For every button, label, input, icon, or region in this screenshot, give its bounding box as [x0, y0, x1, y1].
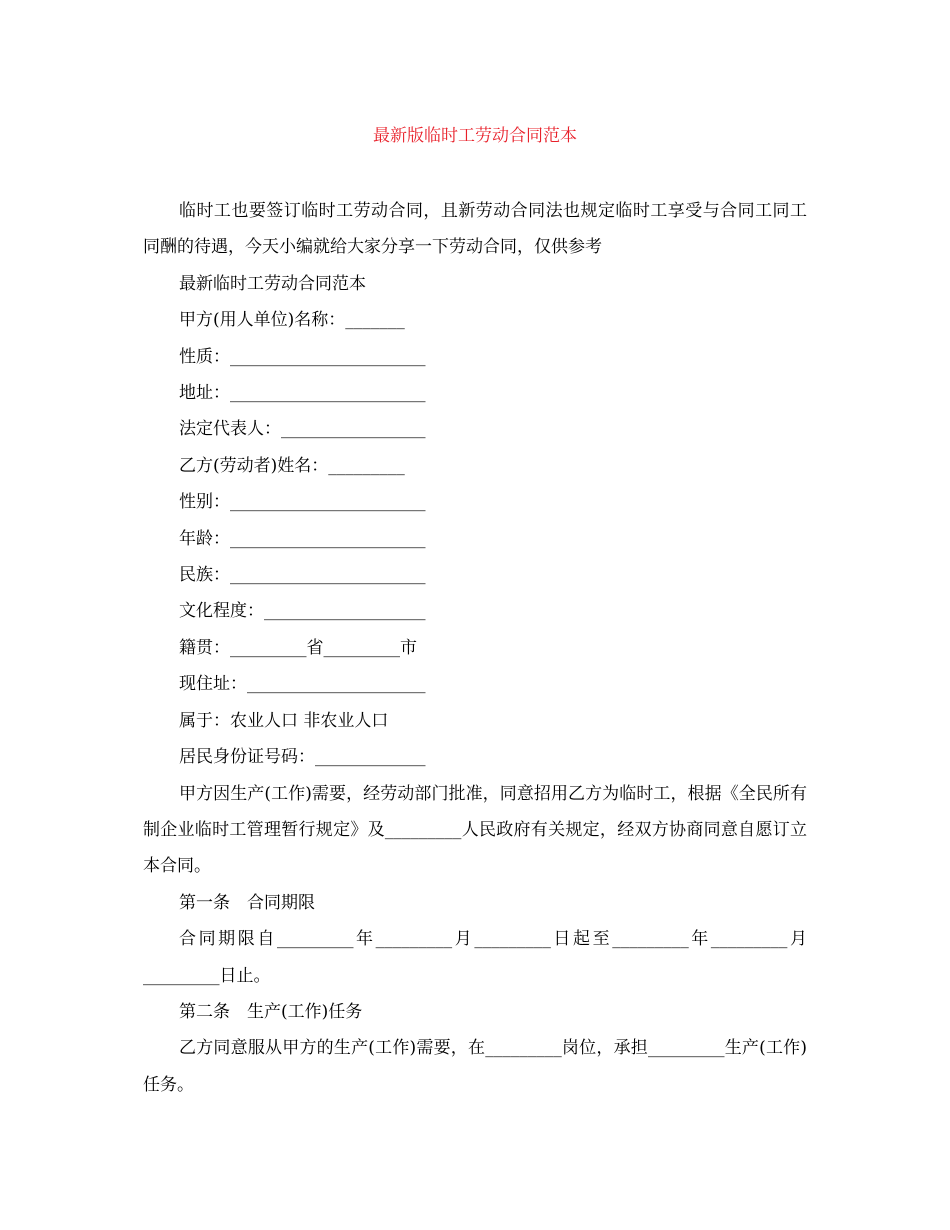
- article-1-heading: 第一条 合同期限: [179, 892, 315, 913]
- ethnicity-field: 民族：_______________________: [179, 565, 426, 586]
- subtitle-line: 最新临时工劳动合同范本: [179, 273, 366, 294]
- gender-field: 性别：_______________________: [179, 492, 426, 513]
- preamble-paragraph: 甲方因生产(工作)需要，经劳动部门批准，同意招用乙方为临时工，根据《全民所有制企业临时工管理暂行规定》及_________人民政府有关规定，经双方协商同意自愿订立本合同。: [143, 783, 807, 877]
- native-place-field: 籍贯：_________省_________市: [179, 637, 417, 658]
- education-field: 文化程度：___________________: [179, 601, 426, 622]
- address-field: 地址：_______________________: [179, 383, 426, 404]
- household-type-field: 属于：农业人口 非农业人口: [179, 710, 389, 731]
- article-2-heading: 第二条 生产(工作)任务: [179, 1001, 363, 1022]
- article-1-text: 合同期限自_________年_________月_________日起至_________年_________月_________日止。: [143, 929, 807, 986]
- document-body: [143, 193, 807, 1103]
- intro-paragraph: 临时工也要签订临时工劳动合同，且新劳动合同法也规定临时工享受与合同工同工同酬的待遇，今天小编就给大家分享一下劳动合同，仅供参考: [143, 201, 807, 258]
- current-address-field: 现住址：_____________________: [179, 674, 426, 695]
- worker-name-field: 乙方(劳动者)姓名：_________: [179, 455, 405, 476]
- article-2-text: 乙方同意服从甲方的生产(工作)需要，在_________岗位，承担_________生产(工作)任务。: [143, 1038, 807, 1095]
- id-number-field: 居民身份证号码：_____________: [179, 747, 426, 768]
- document-title: 最新版临时工劳动合同范本: [373, 126, 577, 146]
- age-field: 年龄：_______________________: [179, 528, 426, 549]
- legal-representative-field: 法定代表人：_________________: [179, 419, 426, 440]
- employer-name-field: 甲方(用人单位)名称：_______: [179, 310, 405, 331]
- nature-field: 性质：_______________________: [179, 346, 426, 367]
